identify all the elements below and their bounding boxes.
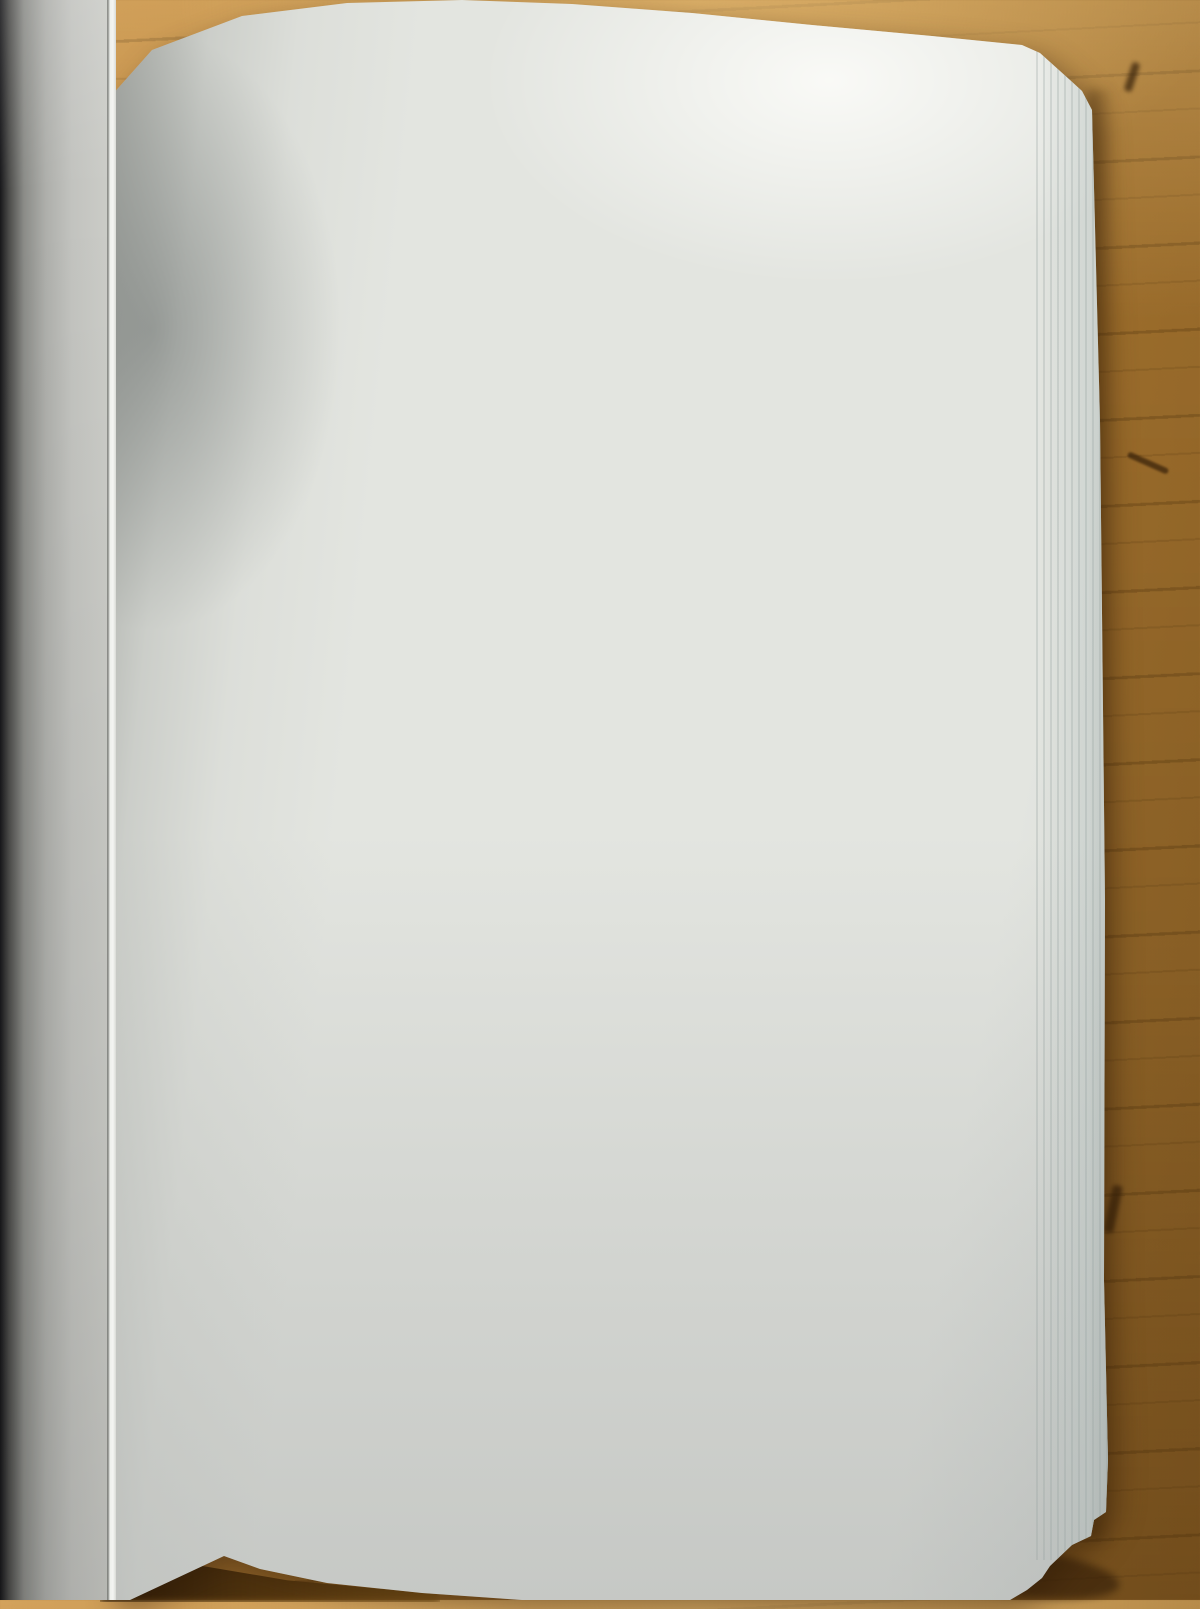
biography-entries: [92, 0, 1116, 1600]
wood-scratch-mark: [1127, 451, 1170, 474]
left-page-fore-edge: [107, 0, 116, 1600]
left-page: [0, 0, 116, 1600]
book-page-stack: [92, 0, 1116, 1600]
wood-knot-mark: [1124, 61, 1141, 92]
right-page: [92, 0, 1116, 1600]
